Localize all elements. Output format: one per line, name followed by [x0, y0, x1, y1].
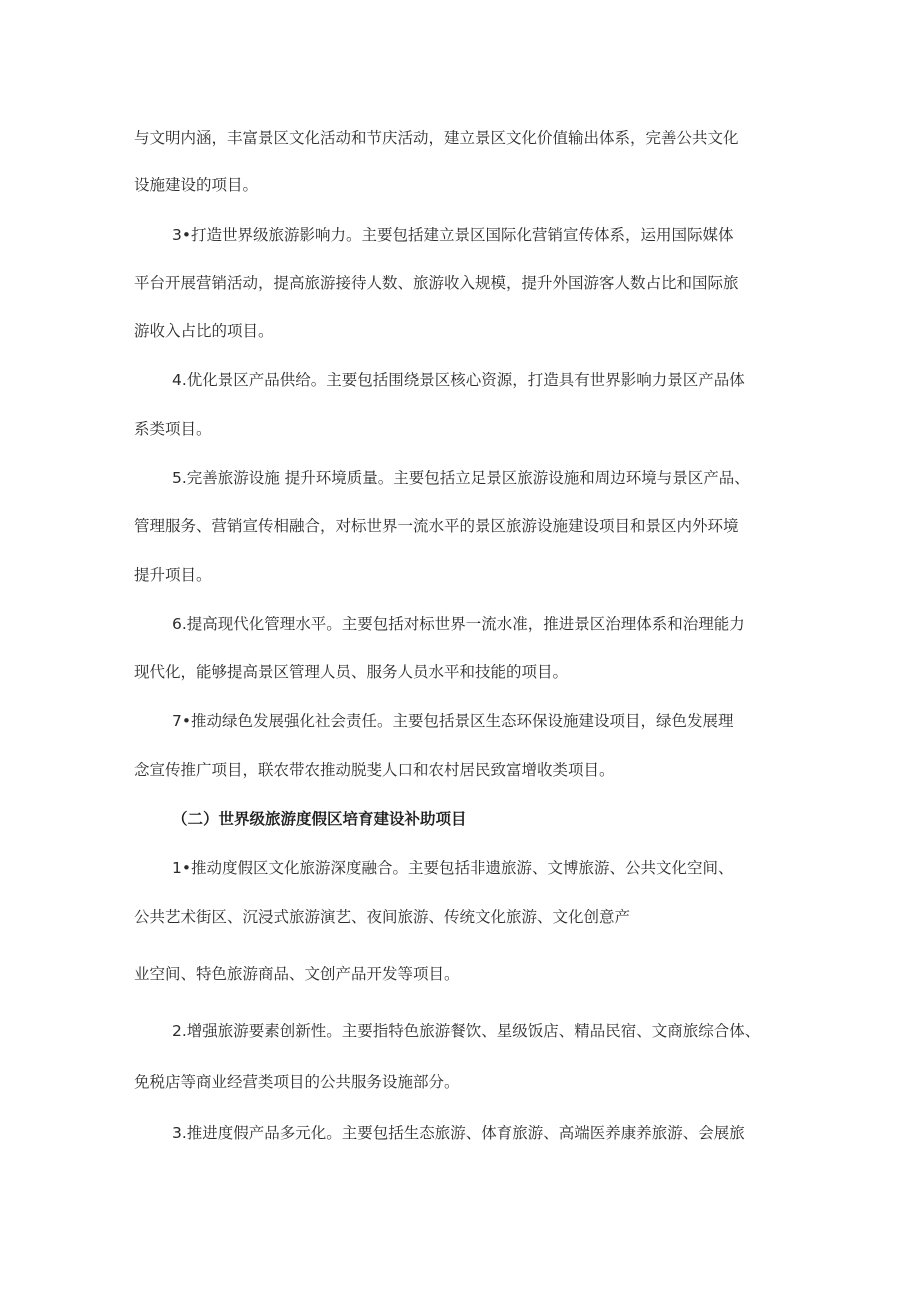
paragraph-line: 7•推动绿色发展强化社会责任。主要包括景区生态环保设施建设项目，绿色发展理 — [172, 712, 734, 730]
paragraph-line: 2.增强旅游要素创新性。主要指特色旅游餐饮、星级饭店、精品民宿、文商旅综合体、 — [172, 1022, 761, 1040]
paragraph-line: 3•打造世界级旅游影响力。主要包括建立景区国际化营销宣传体系，运用国际媒体 — [172, 226, 734, 244]
paragraph-line: 设施建设的项目。 — [134, 176, 259, 194]
paragraph-line: 1•推动度假区文化旅游深度融合。主要包括非遗旅游、文博旅游、公共文化空间、 — [172, 859, 734, 877]
paragraph-line: 公共艺术街区、沉浸式旅游演艺、夜间旅游、传统文化旅游、文化创意产 — [134, 908, 631, 926]
paragraph-line: 6.提高现代化管理水平。主要包括对标世界一流水准，推进景区治理体系和治理能力 — [172, 615, 745, 633]
paragraph-line: 系类项目。 — [134, 420, 212, 438]
paragraph-line: 5.完善旅游设施 提升环境质量。主要包括立足景区旅游设施和周边环境与景区产品、 — [172, 469, 750, 487]
paragraph-line: 管理服务、营销宣传相融合，对标世界一流水平的景区旅游设施建设项目和景区内外环境 — [134, 517, 739, 535]
paragraph-line: 现代化，能够提高景区管理人员、服务人员水平和技能的项目。 — [134, 663, 569, 681]
paragraph-line: 提升项目。 — [134, 566, 212, 584]
section-heading: （二）世界级旅游度假区培育建设补助项目 — [172, 810, 467, 828]
paragraph-line: 免税店等商业经营类项目的公共服务设施部分。 — [134, 1073, 460, 1091]
paragraph-line: 与文明内涵，丰富景区文化活动和节庆活动，建立景区文化价值输出体系，完善公共文化 — [134, 129, 739, 147]
paragraph-line: 业空间、特色旅游商品、文创产品开发等项目。 — [134, 965, 460, 983]
paragraph-line: 游收入占比的项目。 — [134, 322, 274, 340]
paragraph-line: 4.优化景区产品供给。主要包括围绕景区核心资源，打造具有世界影响力景区产品体 — [172, 371, 745, 389]
paragraph-line: 念宣传推广项目，联农带农推动脱斐人口和农村居民致富增收类项目。 — [134, 761, 615, 779]
paragraph-line: 平台开展营销活动，提高旅游接待人数、旅游收入规模，提升外国游客人数占比和国际旅 — [134, 274, 739, 292]
paragraph-line: 3.推进度假产品多元化。主要包括生态旅游、体育旅游、高端医养康养旅游、会展旅 — [172, 1124, 745, 1142]
